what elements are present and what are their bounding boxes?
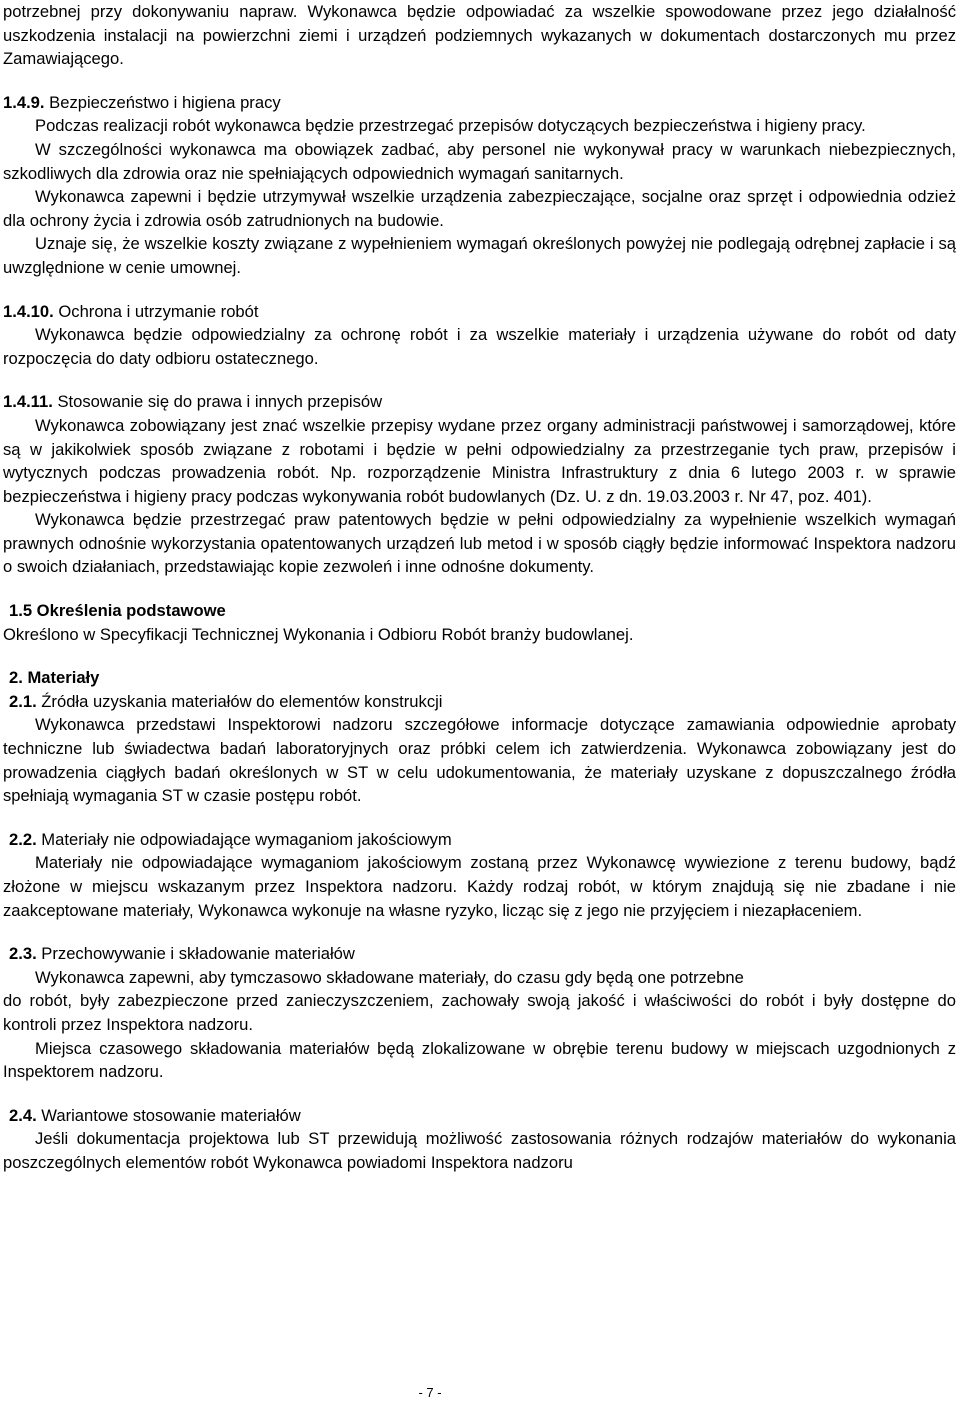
section-2-3-heading — [3, 942, 956, 966]
section-1-4-9-heading — [3, 91, 956, 115]
section-title: Przechowywanie i składowanie materiałów — [36, 944, 355, 964]
section-number: 1.4.9. — [3, 92, 45, 112]
paragraph: W szczególności wykonawca ma obowiązek zadbać, aby personel nie wykonywał pracy w warunkach niebezpiecznych, szkodliwych dla zdrowia oraz nie spełniających odpowiednich wymagań sanitarnych. — [3, 139, 956, 183]
paragraph: Wykonawca zapewni i będzie utrzymywał wszelkie urządzenia zabezpieczające, socjalne oraz sprzęt i odpowiednia odzież dla ochrony życia i zdrowia osób zatrudnionych na budowie. — [3, 187, 956, 230]
section-2-1-heading — [3, 690, 956, 714]
paragraph: Materiały nie odpowiadające wymaganiom jakościowym zostaną przez Wykonawcę wywiezione z terenu budowy, bądź złożone w miejscu wskazanym przez Inspektora nadzoru. Każdy rodzaj robót, w którym znajdują się nie zbadane i nie zaakceptowane materiały, Wykonawca wykonuje na własne ryzyko, licząc się z jego nie przyjęciem i niezapłaceniem. — [3, 853, 956, 920]
paragraph: Podczas realizacji robót wykonawca będzie przestrzegać przepisów dotyczących bezpieczeństwa i higieny pracy. — [35, 116, 866, 136]
section-2-2-heading — [3, 828, 956, 852]
section-title: Wariantowe stosowanie materiałów — [36, 1105, 301, 1125]
section-title: Stosowanie się do prawa i innych przepisów — [52, 392, 383, 412]
paragraph: Jeśli dokumentacja projektowa lub ST przewidują możliwość zastosowania różnych rodzajów materiałów do wykonania poszczególnych elementów robót Wykonawca powiadomi Inspektora nadzoru — [3, 1129, 956, 1172]
section-title: Ochrona i utrzymanie robót — [53, 301, 259, 321]
paragraph: Miejsca czasowego składowania materiałów będą zlokalizowane w obrębie terenu budowy w miejscach uzgodnionych z Inspektorem nadzoru. — [3, 1038, 956, 1082]
paragraph: Wykonawca zapewni, aby tymczasowo składowane materiały, do czasu gdy będą one potrzebne — [35, 967, 744, 987]
section-number: 2.2. — [9, 829, 37, 849]
section-1-5-heading: 1.5 Określenia podstawowe — [9, 601, 226, 621]
section-2-heading: 2. Materiały — [9, 668, 100, 688]
section-number: 2.1. — [9, 691, 37, 711]
section-1-4-10-heading — [3, 300, 956, 324]
page-number: - 7 - — [418, 1385, 442, 1400]
paragraph: do robót, były zabezpieczone przed zanieczyszczeniem, zachowały swoją jakość i właściwości do robót i były dostępne do kontroli przez Inspektora nadzoru. — [3, 991, 956, 1034]
paragraph: Określono w Specyfikacji Technicznej Wykonania i Odbioru Robót branży budowlanej. — [3, 624, 634, 644]
intro-paragraph: potrzebnej przy dokonywaniu napraw. Wykonawca będzie odpowiadać za wszelkie spowodowane przez jego działalność uszkodzenia instalacji na powierzchni ziemi i urządzeń podziemnych wykazanych w dokumentach dostarczonych mu przez Zamawiającego. — [3, 2, 956, 69]
paragraph: Wykonawca będzie odpowiedzialny za ochronę robót i za wszelkie materiały i urządzenia używane do robót od daty rozpoczęcia do daty odbioru ostatecznego. — [3, 325, 956, 368]
section-2-4-heading — [3, 1104, 956, 1128]
section-title: Bezpieczeństwo i higiena pracy — [44, 92, 281, 112]
paragraph: Wykonawca zobowiązany jest znać wszelkie przepisy wydane przez organy administracji państwowej i samorządowej, które są w jakikolwiek sposób związane z robotami i będzie w pełni odpowiedzialny za przestrzeganie tych praw, przepisów i wytycznych podczas prowadzenia robót. Np. rozporządzenie Ministra Infrastruktury z dnia 6 lutego 2003 r. w sprawie bezpieczeństwa i higieny pracy podczas wykonywania robót budowlanych (Dz. U. z dn. 19.03.2003 r. Nr 47, poz. 401). — [3, 415, 956, 506]
paragraph: Wykonawca będzie przestrzegać praw patentowych będzie w pełni odpowiedzialny za wypełnienie wszelkich wymagań prawnych odnośnie wykorzystania opatentowanych urządzeń lub metod i w sposób ciągły będzie informować Inspektora nadzoru o swoich działaniach, przedstawiając kopie zezwoleń i inne odnośne dokumenty. — [3, 510, 956, 577]
paragraph: Uznaje się, że wszelkie koszty związane z wypełnieniem wymagań określonych powyżej nie podlegają odrębnej zapłacie i są uwzględnione w cenie umownej. — [3, 234, 956, 277]
section-title: Źródła uzyskania materiałów do elementów konstrukcji — [36, 691, 443, 711]
paragraph: Wykonawca przedstawi Inspektorowi nadzoru szczegółowe informacje dotyczące zamawiania odpowiednie aprobaty techniczne lub świadectwa badań laboratoryjnych oraz próbki celem ich zatwierdzenia. Wykonawca zobowiązany jest do prowadzenia ciągłych badań określonych w ST w celu udokumentowania, że materiały uzyskane z dopuszczalnego źródła spełniają wymagania ST w czasie postępu robót. — [3, 715, 956, 806]
document-page — [3, 0, 956, 1175]
section-1-4-11-heading — [3, 390, 956, 414]
section-number: 1.4.11. — [3, 392, 53, 412]
section-number: 2.3. — [9, 944, 37, 964]
section-number: 2.4. — [9, 1105, 37, 1125]
section-title: Materiały nie odpowiadające wymaganiom jakościowym — [36, 829, 452, 849]
section-number: 1.4.10. — [3, 301, 54, 321]
